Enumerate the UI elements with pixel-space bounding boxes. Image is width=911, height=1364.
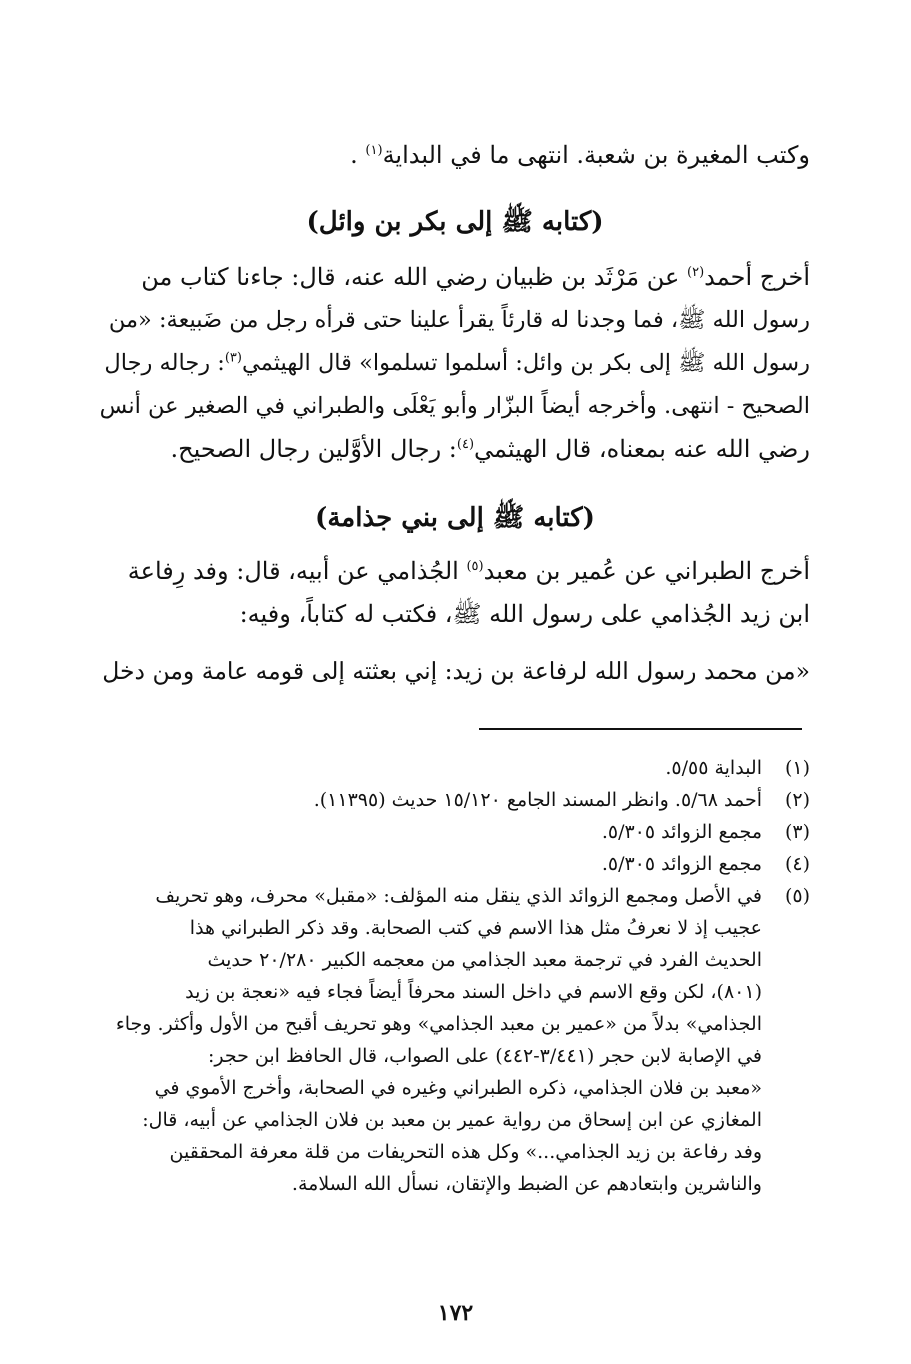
footnote-marker: (٢) — [687, 265, 705, 280]
footnote-text: أحمد ٥/٦٨. وانظر المسند الجامع ١٥/١٢٠ حديث (١١٣٩٥). — [313, 789, 762, 811]
footnote-number: (٣) — [784, 821, 810, 843]
text-line: رسول الله ﷺ، فما وجدنا له قارئاً يقرأ علينا حتى قرأه رجل من ضَبيعة: «من — [108, 307, 810, 333]
text-line: الصحيح - انتهى. وأخرجه أيضاً البزّار وأبو يَعْلَى والطبراني في الصغير عن أنس — [99, 393, 810, 419]
text-line: وكتب المغيرة بن شعبة. انتهى ما في البداية$^{(١)}$ . — [350, 141, 810, 169]
footnote — [100, 784, 810, 816]
text-line: «من محمد رسول الله لرفاعة بن زيد: إني بعثته إلى قومه عامة ومن دخل — [102, 657, 810, 685]
footnote-number: (٥) — [784, 885, 810, 907]
footnotes — [100, 752, 810, 1200]
opening-paragraph — [100, 134, 810, 177]
footnote — [100, 880, 810, 1200]
footnote-marker: (٥) — [466, 559, 484, 574]
text-line: ابن زيد الجُذامي على رسول الله ﷺ، فكتب له كتاباً، وفيه: — [239, 600, 810, 628]
text-line: رضي الله عنه بمعناه، قال الهيثمي$^{(٤)}$: رجال الأوَّلين رجال الصحيح. — [170, 435, 810, 463]
footnote-marker: (٣) — [224, 350, 242, 366]
text-line: أخرج الطبراني عن عُمير بن معبد$^{(٥)}$ الجُذامي عن أبيه، قال: وفد رِفاعة — [127, 557, 810, 585]
footnote-marker: (١) — [365, 143, 383, 158]
text-line: أخرج أحمد$^{(٢)}$ عن مَرْثَد بن ظبيان رضي الله عنه، قال: جاءنا كتاب من — [141, 263, 810, 291]
footnote — [100, 848, 810, 880]
text-line: رسول الله ﷺ إلى بكر بن وائل: أسلموا تسلموا» قال الهيثمي$^{(٣)}$: رجاله رجال — [104, 350, 810, 376]
section2-paragraph — [100, 550, 810, 636]
footnote-text: مجمع الزوائد ٥/٣٠٥. — [601, 821, 762, 843]
page-number: ١٧٢ — [437, 1300, 474, 1326]
footnote-number: (٢) — [784, 789, 810, 811]
footnote-number: (٤) — [784, 853, 810, 875]
footnote-divider — [479, 728, 802, 730]
footnote — [100, 752, 810, 784]
footnote-text: مجمع الزوائد ٥/٣٠٥. — [601, 853, 762, 875]
footnote-text: في الأصل ومجمع الزوائد الذي ينقل منه المؤلف: «مقبل» محرف، وهو تحريف عجيب إذ لا نعرفُ مثل هذا الاسم في كتب الصحابة. وقد ذكر الطبراني هذا الحديث الفرد في ترجمة معبد الجذامي من معجمه الكبير ٢٠/٢٨٠ حديث (٨٠١)، لكن وقع الاسم في داخل السند محرفاً أيضاً فجاء فيه «نعجة بن زيد الجذامي» بدلاً من «عمير بن معبد الجذامي» وهو تحريف أقبح من الأول وأكثر. وجاء في الإصابة لابن حجر (٣/٤٤١-٤٤٢) على الصواب، قال الحافظ ابن حجر: «معبد بن فلان الجذامي، ذكره الطبراني وغيره في الصحابة، وأخرج الأموي في المغازي عن ابن إسحاق من رواية عمير بن معبد بن فلان الجذامي عن أبيه، قال: وفد رفاعة بن زيد الجذامي...» وكل هذه التحريفات من قلة معرفة المحققين والناشرين وابتعادهم عن الضبط والإتقان، نسأل الله السلامة. — [115, 885, 762, 1195]
footnote-marker: (٤) — [456, 437, 475, 452]
footnote-number: (١) — [784, 757, 810, 779]
section-heading: (كتابه ﷺ إلى بكر بن وائل) — [306, 207, 604, 237]
footnote-text: البداية ٥/٥٥. — [665, 757, 762, 779]
footnote — [100, 816, 810, 848]
section-heading: (كتابه ﷺ إلى بني جذامة) — [315, 503, 595, 533]
section1-paragraph — [100, 256, 810, 471]
letter-quote — [100, 650, 810, 693]
